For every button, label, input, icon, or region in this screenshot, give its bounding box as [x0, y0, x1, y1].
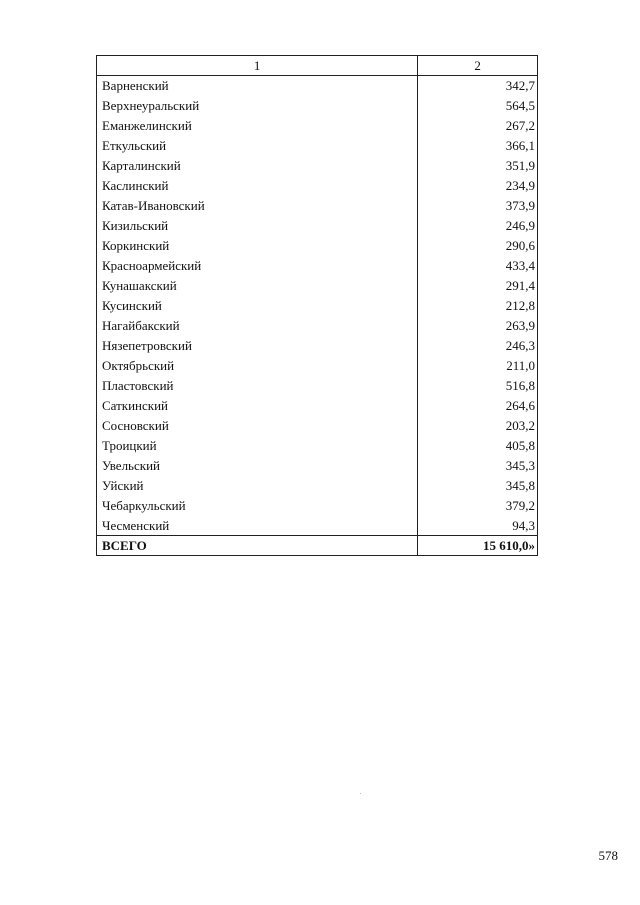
district-name: Саткинский — [97, 396, 418, 416]
district-name: Еткульский — [97, 136, 418, 156]
scan-speck — [360, 793, 361, 794]
district-name: Октябрьский — [97, 356, 418, 376]
district-value: 211,0 — [418, 356, 538, 376]
table-row — [97, 396, 538, 416]
table-row — [97, 156, 538, 176]
table-row — [97, 496, 538, 516]
total-value: 15 610,0» — [418, 536, 538, 556]
district-value: 290,6 — [418, 236, 538, 256]
district-value: 212,8 — [418, 296, 538, 316]
district-value: 366,1 — [418, 136, 538, 156]
table-row — [97, 196, 538, 216]
table-row — [97, 276, 538, 296]
district-value: 246,9 — [418, 216, 538, 236]
table-row — [97, 236, 538, 256]
district-value: 263,9 — [418, 316, 538, 336]
total-row — [97, 536, 538, 556]
district-value: 345,3 — [418, 456, 538, 476]
district-value: 373,9 — [418, 196, 538, 216]
district-name: Нагайбакский — [97, 316, 418, 336]
table-row — [97, 376, 538, 396]
table-row — [97, 436, 538, 456]
district-name: Кусинский — [97, 296, 418, 316]
district-value: 433,4 — [418, 256, 538, 276]
district-name: Увельский — [97, 456, 418, 476]
table-row — [97, 476, 538, 496]
district-value: 234,9 — [418, 176, 538, 196]
district-value: 267,2 — [418, 116, 538, 136]
district-name: Карталинский — [97, 156, 418, 176]
district-values-table — [96, 55, 538, 556]
table-row — [97, 316, 538, 336]
district-name: Сосновский — [97, 416, 418, 436]
district-name: Каслинский — [97, 176, 418, 196]
table-row — [97, 456, 538, 476]
table-row — [97, 516, 538, 536]
district-value: 516,8 — [418, 376, 538, 396]
total-label: ВСЕГО — [97, 536, 418, 556]
header-row — [97, 56, 538, 76]
table-row — [97, 136, 538, 156]
district-value: 351,9 — [418, 156, 538, 176]
table-row — [97, 116, 538, 136]
page-number: 578 — [598, 848, 618, 863]
district-value: 564,5 — [418, 96, 538, 116]
district-name: Пластовский — [97, 376, 418, 396]
header-col-2: 2 — [418, 56, 538, 76]
district-value: 379,2 — [418, 496, 538, 516]
table-header — [97, 56, 538, 76]
table-row — [97, 256, 538, 276]
district-name: Еманжелинский — [97, 116, 418, 136]
table-row — [97, 296, 538, 316]
district-name: Красноармейский — [97, 256, 418, 276]
district-name: Катав-Ивановский — [97, 196, 418, 216]
district-value: 264,6 — [418, 396, 538, 416]
table-body — [97, 76, 538, 556]
header-col-1: 1 — [97, 56, 418, 76]
table-row — [97, 356, 538, 376]
district-name: Чебаркульский — [97, 496, 418, 516]
district-name: Троицкий — [97, 436, 418, 456]
table-row — [97, 216, 538, 236]
district-name: Коркинский — [97, 236, 418, 256]
district-value: 291,4 — [418, 276, 538, 296]
table-row — [97, 76, 538, 96]
table-row — [97, 96, 538, 116]
district-value: 246,3 — [418, 336, 538, 356]
district-value: 94,3 — [418, 516, 538, 536]
district-name: Варненский — [97, 76, 418, 96]
table-row — [97, 336, 538, 356]
district-name: Нязепетровский — [97, 336, 418, 356]
district-name: Кизильский — [97, 216, 418, 236]
district-value: 405,8 — [418, 436, 538, 456]
district-value: 342,7 — [418, 76, 538, 96]
district-name: Кунашакский — [97, 276, 418, 296]
district-name: Верхнеуральский — [97, 96, 418, 116]
district-value: 203,2 — [418, 416, 538, 436]
district-value: 345,8 — [418, 476, 538, 496]
district-name: Чесменский — [97, 516, 418, 536]
district-name: Уйский — [97, 476, 418, 496]
table-row — [97, 176, 538, 196]
table-row — [97, 416, 538, 436]
